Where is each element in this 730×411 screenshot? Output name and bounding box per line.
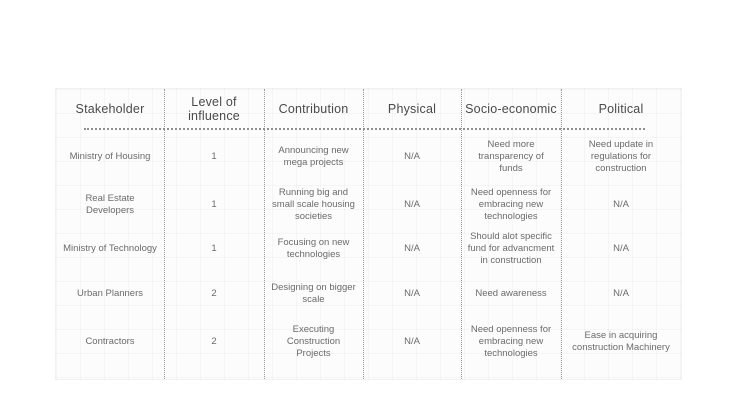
header-cell-physical: Physical [387, 102, 437, 116]
cell-contribution: Announcing new mega projects [278, 144, 349, 168]
cell-stakeholder: Ministry of Technology [63, 242, 157, 254]
header-cell-socio-economic: Socio-economic [465, 102, 557, 116]
cell-influence: 1 [211, 242, 217, 254]
cell-influence: 1 [211, 198, 217, 210]
header-cell-political: Political [598, 102, 644, 116]
cell-stakeholder: Ministry of Housing [69, 150, 151, 162]
header-cell-contribution: Contribution [278, 102, 349, 116]
cell-socio-economic: Need openness for embracing new technologies [470, 323, 552, 360]
header-cell-level-of-influence: Level of influence [188, 95, 240, 123]
cell-physical: N/A [404, 287, 420, 299]
cell-stakeholder: Urban Planners [76, 287, 143, 299]
table-row [56, 317, 681, 367]
table-row [56, 183, 681, 227]
table-row [56, 271, 681, 317]
cell-political: N/A [613, 287, 629, 299]
cell-stakeholder: Real Estate Developers [85, 192, 135, 216]
header-cell-stakeholder: Stakeholder [75, 102, 145, 116]
cell-stakeholder: Contractors [85, 335, 135, 347]
table-row [56, 131, 681, 183]
cell-influence: 1 [211, 150, 217, 162]
stakeholder-analysis-table [55, 88, 682, 380]
cell-contribution: Focusing on new technologies [277, 236, 350, 260]
cell-influence: 2 [211, 287, 217, 299]
cell-physical: N/A [404, 242, 420, 254]
cell-socio-economic: Need openness for embracing new technologies [470, 186, 552, 223]
cell-physical: N/A [404, 335, 420, 347]
cell-socio-economic: Should alot specific fund for advancment in construction [467, 230, 555, 267]
cell-contribution: Designing on bigger scale [271, 281, 356, 305]
cell-physical: N/A [404, 198, 420, 210]
cell-political: Ease in acquiring construction Machinery [572, 329, 670, 353]
cell-political: Need update in regulations for construction [588, 138, 654, 175]
cell-influence: 2 [211, 335, 217, 347]
cell-physical: N/A [404, 150, 420, 162]
table-header-row [56, 89, 681, 129]
cell-socio-economic: Need awareness [475, 287, 547, 299]
cell-political: N/A [613, 198, 629, 210]
cell-socio-economic: Need more transparency of funds [478, 138, 544, 175]
cell-contribution: Running big and small scale housing societies [272, 186, 355, 223]
cell-political: N/A [613, 242, 629, 254]
cell-contribution: Executing Construction Projects [286, 323, 341, 360]
header-underline [84, 128, 645, 130]
table-body [56, 131, 681, 367]
table-row [56, 227, 681, 271]
